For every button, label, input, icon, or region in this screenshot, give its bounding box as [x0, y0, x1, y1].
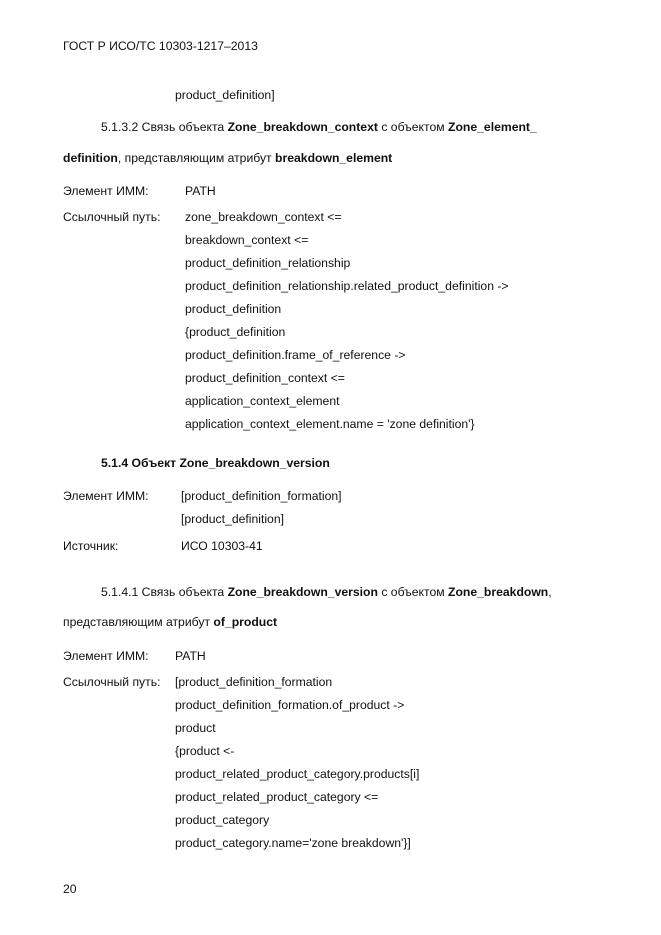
reference-path-line: product_definition.frame_of_reference -> — [185, 348, 406, 362]
aim-element-label: Элемент ИММ: — [63, 489, 149, 503]
reference-path-line: product_related_product_category <= — [175, 790, 379, 804]
source-value: ИСО 10303-41 — [181, 539, 263, 553]
section-heading-line-2 — [63, 616, 277, 628]
section-number: 5.1.4.1 — [101, 585, 139, 599]
reference-path-label: Ссылочный путь: — [63, 210, 161, 224]
section-heading-line-2 — [63, 152, 392, 164]
reference-path-line: {product_definition — [185, 325, 286, 339]
section-heading-line-1 — [101, 121, 537, 133]
reference-path-line: product_definition_relationship — [185, 256, 351, 270]
heading-text: с объектом — [381, 585, 445, 599]
heading-text: , представляющим атрибут — [117, 151, 272, 165]
heading-text: Связь объекта — [141, 120, 225, 134]
aim-element-value: [product_definition_formation] — [181, 489, 342, 503]
heading-text: с объектом — [381, 120, 445, 134]
entity-name: Zone_breakdown_context — [227, 120, 378, 134]
reference-path-line: product_category.name='zone breakdown'}] — [175, 836, 411, 850]
reference-path-line: [product_definition_formation — [175, 675, 333, 689]
document-header: ГОСТ Р ИСО/ТС 10303-1217–2013 — [63, 39, 258, 53]
entity-name: definition — [63, 151, 118, 165]
reference-path-line: application_context_element.name = 'zone definition'} — [185, 417, 475, 431]
reference-path-line: product_definition_context <= — [185, 371, 345, 385]
entity-name: Zone_element_ — [448, 120, 537, 134]
reference-path-line: product_definition — [185, 302, 282, 316]
attribute-name: of_product — [213, 615, 278, 629]
reference-path-line: product_definition_relationship.related_product_definition -> — [185, 279, 509, 293]
attribute-name: breakdown_element — [275, 151, 393, 165]
aim-element-label: Элемент ИММ: — [63, 649, 149, 663]
heading-text: представляющим атрибут — [63, 615, 211, 629]
reference-path-line: zone_breakdown_context <= — [185, 210, 342, 224]
section-heading: 5.1.4 Объект Zone_breakdown_version — [101, 456, 330, 470]
reference-path-line: product_definition_formation.of_product -> — [175, 698, 405, 712]
reference-path-line: {product <- — [175, 744, 235, 758]
entity-name: Zone_breakdown_version — [227, 585, 378, 599]
reference-path-line: application_context_element — [185, 394, 340, 408]
reference-path-line: breakdown_context <= — [185, 233, 309, 247]
continued-path-line: product_definition] — [175, 88, 275, 102]
aim-element-value: PATH — [175, 649, 206, 663]
reference-path-line: product_related_product_category.products[i] — [175, 767, 420, 781]
reference-path-line: product_category — [175, 813, 270, 827]
source-label: Источник: — [63, 539, 119, 553]
reference-path-line: product — [175, 721, 216, 735]
aim-element-label: Элемент ИММ: — [63, 184, 149, 198]
page-number: 20 — [63, 882, 77, 896]
heading-text: Связь объекта — [141, 585, 225, 599]
heading-text: , — [548, 585, 552, 599]
reference-path-label: Ссылочный путь: — [63, 675, 161, 689]
entity-name: Zone_breakdown — [448, 585, 549, 599]
section-heading-line-1 — [101, 586, 552, 598]
section-number: 5.1.3.2 — [101, 120, 139, 134]
aim-element-value: PATH — [185, 184, 216, 198]
aim-element-value: [product_definition] — [181, 512, 284, 526]
